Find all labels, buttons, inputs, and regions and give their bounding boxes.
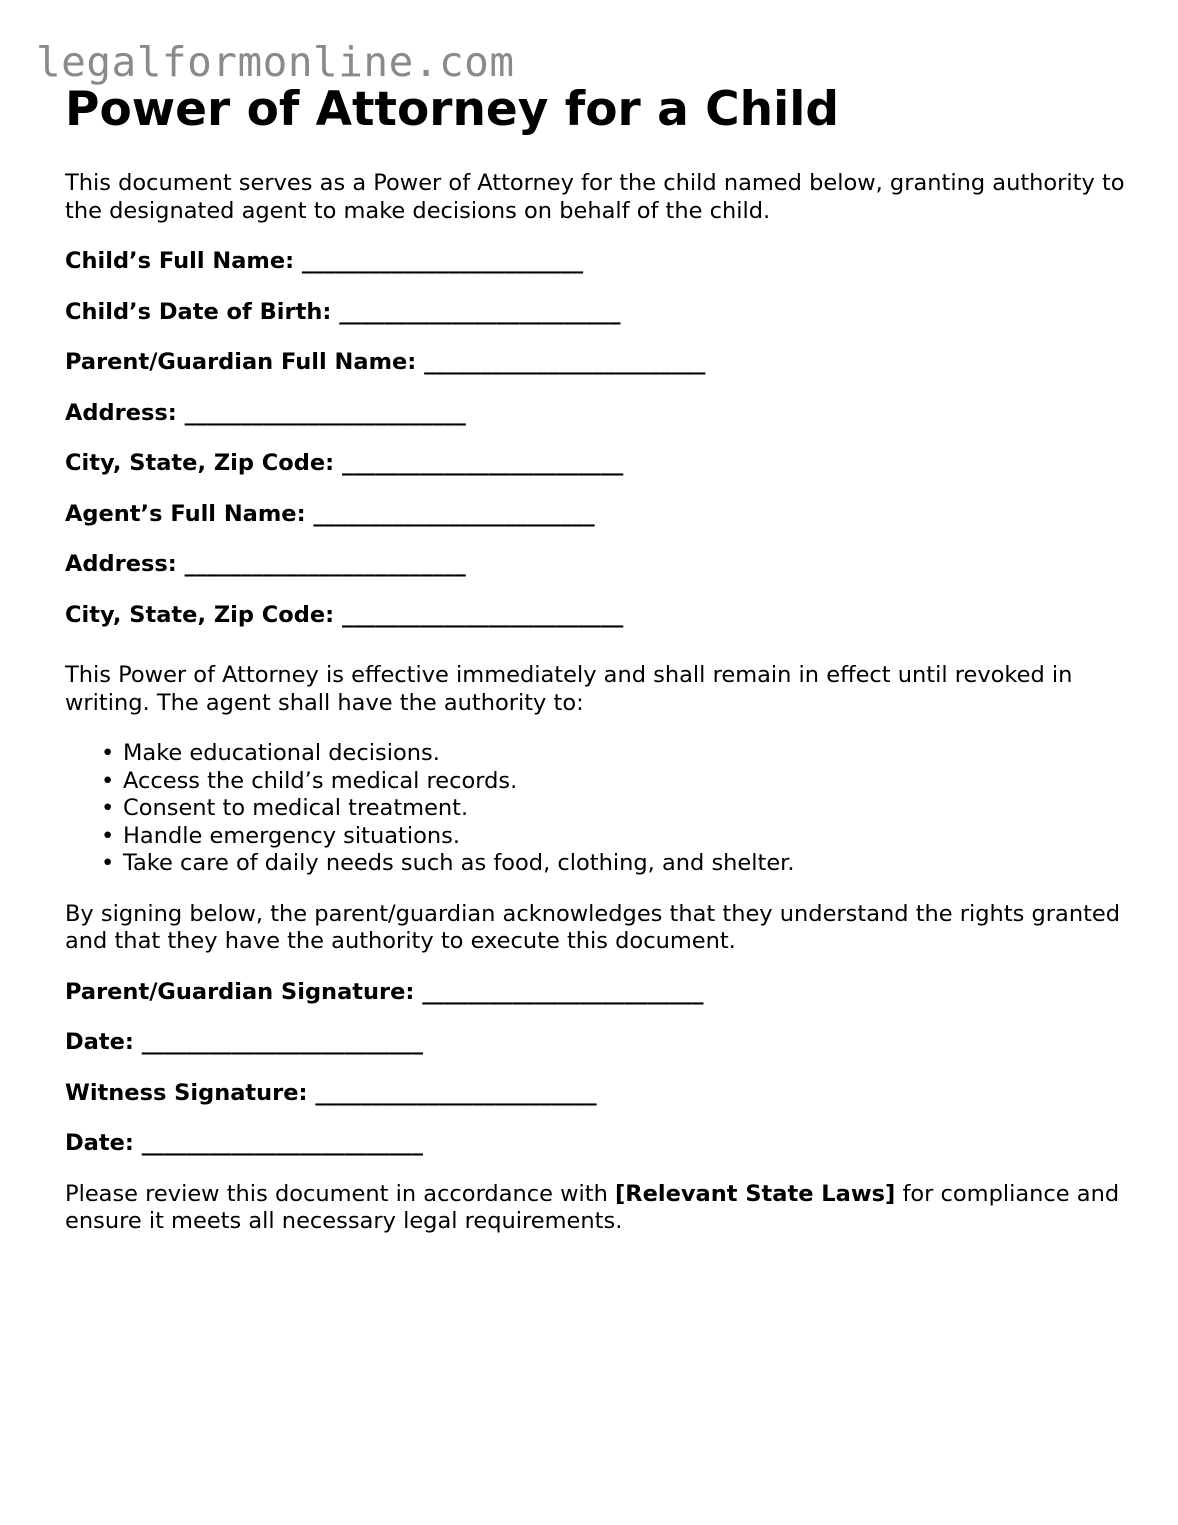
witness-signature-field xyxy=(65,1080,1125,1108)
list-item-text: Handle emergency situations. xyxy=(123,822,460,849)
field-label: Witness Signature: xyxy=(65,1079,308,1106)
field-label: Date: xyxy=(65,1130,134,1156)
field-label: Child’s Date of Birth: xyxy=(65,298,332,325)
field-label: Parent/Guardian Signature: xyxy=(65,978,415,1005)
child-full-name-field xyxy=(65,248,1125,276)
effect-paragraph: This Power of Attorney is effective immediately and shall remain in effect until revoked in writing. The agent shall have the authority to: xyxy=(65,662,1073,716)
watermark: legalformonline.com xyxy=(36,38,515,86)
field-label: Child’s Full Name: xyxy=(65,248,295,274)
blank-line: _________________________ xyxy=(301,248,584,274)
blank-line: _________________________ xyxy=(315,1079,597,1106)
parent-signature-date-field xyxy=(65,1029,1125,1057)
parent-city-state-zip-field xyxy=(65,450,1125,478)
document-title: Power of Attorney for a Child xyxy=(65,82,839,137)
closing-paragraph xyxy=(65,1181,1125,1236)
blank-line: _________________________ xyxy=(141,1130,423,1156)
authority-list xyxy=(65,740,1125,878)
bullet-icon: • xyxy=(101,850,115,876)
blank-line: _________________________ xyxy=(184,551,466,577)
field-label: Agent’s Full Name: xyxy=(65,500,306,527)
witness-signature-date-field xyxy=(65,1130,1125,1158)
bullet-icon: • xyxy=(101,767,115,794)
field-label: Parent/Guardian Full Name: xyxy=(65,349,417,375)
agent-address-field xyxy=(65,551,1125,579)
blank-line: _________________________ xyxy=(341,450,624,476)
field-label: City, State, Zip Code: xyxy=(65,450,335,476)
document-body xyxy=(65,82,1125,1236)
field-label: City, State, Zip Code: xyxy=(65,601,335,628)
bullet-icon: • xyxy=(101,795,115,821)
list-item-text: Make educational decisions. xyxy=(123,740,440,766)
closing-text-before: Please review this document in accordance with xyxy=(65,1180,616,1207)
list-item xyxy=(65,823,1125,851)
closing-text-after: for compliance and ensure it meets all necessary legal requirements. xyxy=(65,1180,1120,1234)
parent-guardian-name-field xyxy=(65,349,1125,377)
list-item-text: Access the child’s medical records. xyxy=(123,767,518,794)
blank-line: _________________________ xyxy=(341,601,624,628)
bullet-icon: • xyxy=(101,822,115,849)
blank-line: _________________________ xyxy=(184,399,466,426)
blank-line: _________________________ xyxy=(313,500,595,527)
field-label: Address: xyxy=(65,551,177,577)
child-dob-field xyxy=(65,299,1125,327)
blank-line: _________________________ xyxy=(339,298,621,325)
parent-signature-field xyxy=(65,979,1125,1007)
relevant-state-laws-placeholder: [Relevant State Laws] xyxy=(615,1180,896,1207)
agent-city-state-zip-field xyxy=(65,602,1125,630)
field-label: Address: xyxy=(65,399,177,426)
parent-address-field xyxy=(65,400,1125,428)
blank-line: _________________________ xyxy=(141,1029,423,1055)
list-item xyxy=(65,768,1125,796)
acknowledgment-paragraph: By signing below, the parent/guardian acknowledges that they understand the rights granted and that they have the authority to execute this document. xyxy=(65,900,1121,954)
blank-line: _________________________ xyxy=(424,349,706,375)
field-label: Date: xyxy=(65,1029,134,1055)
bullet-icon: • xyxy=(101,740,115,766)
list-item-text: Consent to medical treatment. xyxy=(123,795,469,821)
intro-paragraph: This document serves as a Power of Attorney for the child named below, granting authority to the designated agent to make decisions on behalf of the child. xyxy=(65,170,1125,224)
blank-line: _________________________ xyxy=(422,978,704,1005)
list-item xyxy=(65,850,1125,878)
list-item xyxy=(65,740,1125,768)
list-item-text: Take care of daily needs such as food, clothing, and shelter. xyxy=(123,850,795,876)
list-item xyxy=(65,795,1125,823)
agent-full-name-field xyxy=(65,501,1125,529)
